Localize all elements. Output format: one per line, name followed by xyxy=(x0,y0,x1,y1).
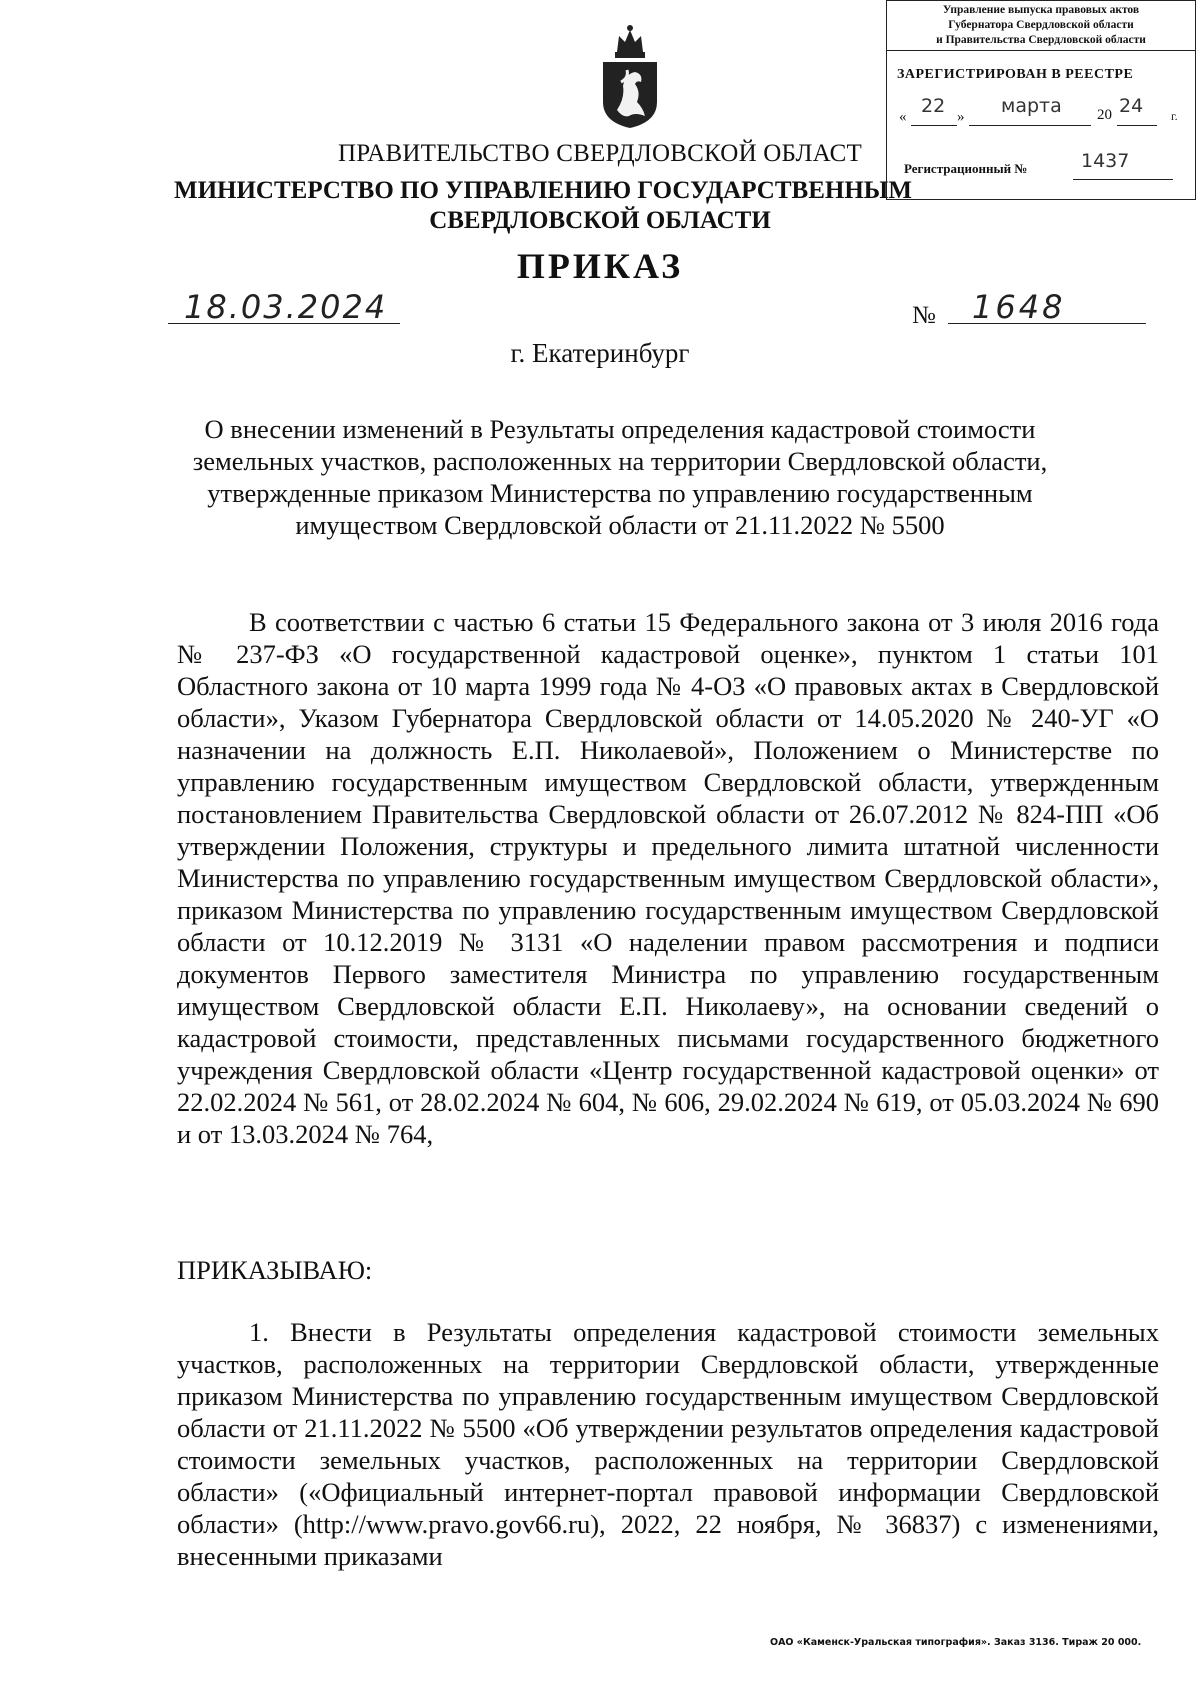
coat-of-arms-emblem xyxy=(595,22,665,130)
stamp-reg-number-label: Регистрационный № xyxy=(904,161,1028,176)
stamp-year-abbr: г. xyxy=(1171,109,1178,123)
print-footer: ОАО «Каменск-Уральская типография». Заказ 3136. Тираж 20 000. xyxy=(770,1637,1142,1648)
stamp-header-line: Управление выпуска правовых актов xyxy=(942,4,1140,16)
stamp-year: 24 xyxy=(1119,95,1144,117)
number-sign: № xyxy=(912,302,936,329)
ministry-title-line2: СВЕРДЛОВСКОЙ ОБЛАСТИ xyxy=(429,207,771,234)
government-title: ПРАВИТЕЛЬСТВО СВЕРДЛОВСКОЙ ОБЛАСТ xyxy=(338,140,862,167)
document-type: ПРИКАЗ xyxy=(516,246,684,286)
city: г. Екатеринбург xyxy=(510,338,690,368)
stamp-date xyxy=(895,95,1191,129)
stamp-registered-label: ЗАРЕГИСТРИРОВАН В РЕЕСТРЕ xyxy=(897,67,1134,82)
ministry-title-line1: МИНИСТЕРСТВО ПО УПРАВЛЕНИЮ ГОСУДАРСТВЕННЫМ xyxy=(174,177,912,204)
stamp-header-line: Губернатора Свердловской области xyxy=(948,19,1134,31)
stamp-header xyxy=(887,1,1195,51)
stamp-quote-close: » xyxy=(957,109,965,125)
item-paragraph-1: 1. Внести в Результаты определения кадастровой стоимости земельных участков, расположенных на территории Свердловской области, утвержденные приказом Министерства по управлению государственным имуществом Свердловской области от 21.11.2022 № 5500 «Об утверждении результатов определения кадастровой стоимости земельных участков, расположенных на территории Свердловской области» («Официальный интернет-портал правовой информации Свердловской области» (http://www.pravo.gov66.ru), 2022, 22 ноября, № 36837) с изменениями, внесенными приказами xyxy=(177,1317,1159,1571)
order-word: ПРИКАЗЫВАЮ: xyxy=(177,1255,373,1285)
stamp-header-line: и Правительства Свердловской области xyxy=(936,34,1146,46)
stamp-day: 22 xyxy=(921,95,946,117)
stamp-reg-number: 1437 xyxy=(1081,150,1130,172)
order-number: 1648 xyxy=(972,288,1066,326)
order-date: 18.03.2024 xyxy=(184,288,388,326)
stamp-quote-open: « xyxy=(899,109,907,125)
registration-stamp xyxy=(886,0,1196,200)
document-title: О внесении изменений в Результаты определения кадастровой стоимости земельных участков, расположенных на территории Свердловской области, утвержденные приказом Министерства по управлению государственным имуществом Свердловской области от 21.11.2022 № 5500 xyxy=(192,414,1048,540)
stamp-year-prefix: 20 xyxy=(1097,107,1112,123)
preamble-paragraph: В соответствии с частью 6 статьи 15 Федерального закона от 3 июля 2016 года № 237-ФЗ «О государственной кадастровой оценке», пунктом 1 статьи 101 Областного закона от 10 марта 1999 года № 4-ОЗ «О правовых актах в Свердловской области», Указом Губернатора Свердловской области от 14.05.2020 № 240-УГ «О назначении на должность Е.П. Николаевой», Положением о Министерстве по управлению государственным имуществом Свердловской области, утвержденным постановлением Правительства Свердловской области от 26.07.2012 № 824-ПП «Об утверждении Положения, структуры и предельного лимита штатной численности Министерства по управлению государственным имуществом Свердловской области», приказом Министерства по управлению государственным имуществом Свердловской области от 10.12.2019 № 3131 «О наделении правом рассмотрения и подписи документов Первого заместителя Министра по управлению государственным имуществом Свердловской области Е.П. Николаеву», на основании сведений о кадастровой стоимости, представленных письмами государственного бюджетного учреждения Свердловской области «Центр государственной кадастровой оценки» от 22.02.2024 № 561, от 28.02.2024 № 604, № 606, 29.02.2024 № 619, от 05.03.2024 № 690 и от 13.03.2024 № 764, xyxy=(177,607,1159,1149)
stamp-month: марта xyxy=(1001,95,1062,117)
